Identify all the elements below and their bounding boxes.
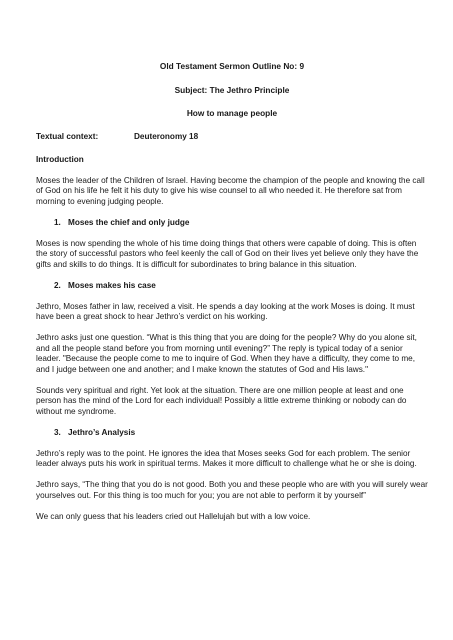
section-3-paragraph-1: Jethro’s reply was to the point. He ignores the idea that Moses seeks God for each problem. The senior leader always puts his work in spiritual terms. Makes it more difficult to challenge what he or she is doing. [36,448,417,468]
introduction-heading: Introduction [36,155,84,164]
section-2-heading [36,281,428,292]
section-2-paragraph-3: Sounds very spiritual and right. Yet look at the situation. There are one million people at least and one person has the mind of the Lord for each individual! Possibly a little extreme thinking or nobody can do without me syndrome. [36,385,407,416]
document-subject: Subject: The Jethro Principle [174,84,290,95]
section-3-paragraph-3: We can only guess that his leaders cried out Hallelujah but with a low voice. [36,511,311,521]
textual-context [36,132,428,143]
section-3-heading [36,428,428,439]
section-3-title: Jethro’s Analysis [68,427,136,437]
section-3-number: 3. [54,427,61,437]
section-2-number: 2. [54,280,61,290]
section-2-title: Moses makes his case [68,280,156,290]
document-body [36,61,428,533]
section-2-paragraph-2: Jethro asks just one question. “What is this thing that you are doing for the people? Why do you alone sit, and all the people stand before you from morning until evening?” The reply is typical today of a senior leader. "Because the people come to me to inquire of God. When they have a difficulty, they come to me, and I judge between one and another; and I make known the statutes of God and His laws." [36,333,417,374]
document-title: Old Testament Sermon Outline No: 9 [159,61,305,71]
textual-context-label: Textual context: [36,131,99,141]
section-2-paragraph-1: Jethro, Moses father in law, received a visit. He spends a day looking at the work Moses is doing. It must have been a great shock to hear Jethro’s verdict on his working. [36,301,415,321]
section-3-paragraph-2: Jethro says, “The thing that you do is not good. Both you and these people who are with you will surely wear yourselves out. For this thing is too much for you; you are not able to perform it by yourself” [36,480,428,500]
document-subtitle: How to manage people [186,108,278,118]
section-1-paragraph: Moses is now spending the whole of his time doing things that others were capable of doing. This is often the story of successful pastors who feel keenly the call of God on their lives yet believe only they have the gifts and skills to do things. It is difficult for subordinates to bring balance in this situation. [36,238,419,269]
section-1-number: 1. [54,217,61,227]
section-1-title: Moses the chief and only judge [68,217,190,227]
intro-paragraph: Moses the leader of the Children of Israel. Having become the champion of the people and knowing the call of God on his life he felt it his duty to give his wise counsel to all who needed it. He therefore sat from morning to evening judging people. [36,175,425,206]
textual-context-value: Deuteronomy 18 [134,131,199,141]
section-1-heading [36,218,428,229]
